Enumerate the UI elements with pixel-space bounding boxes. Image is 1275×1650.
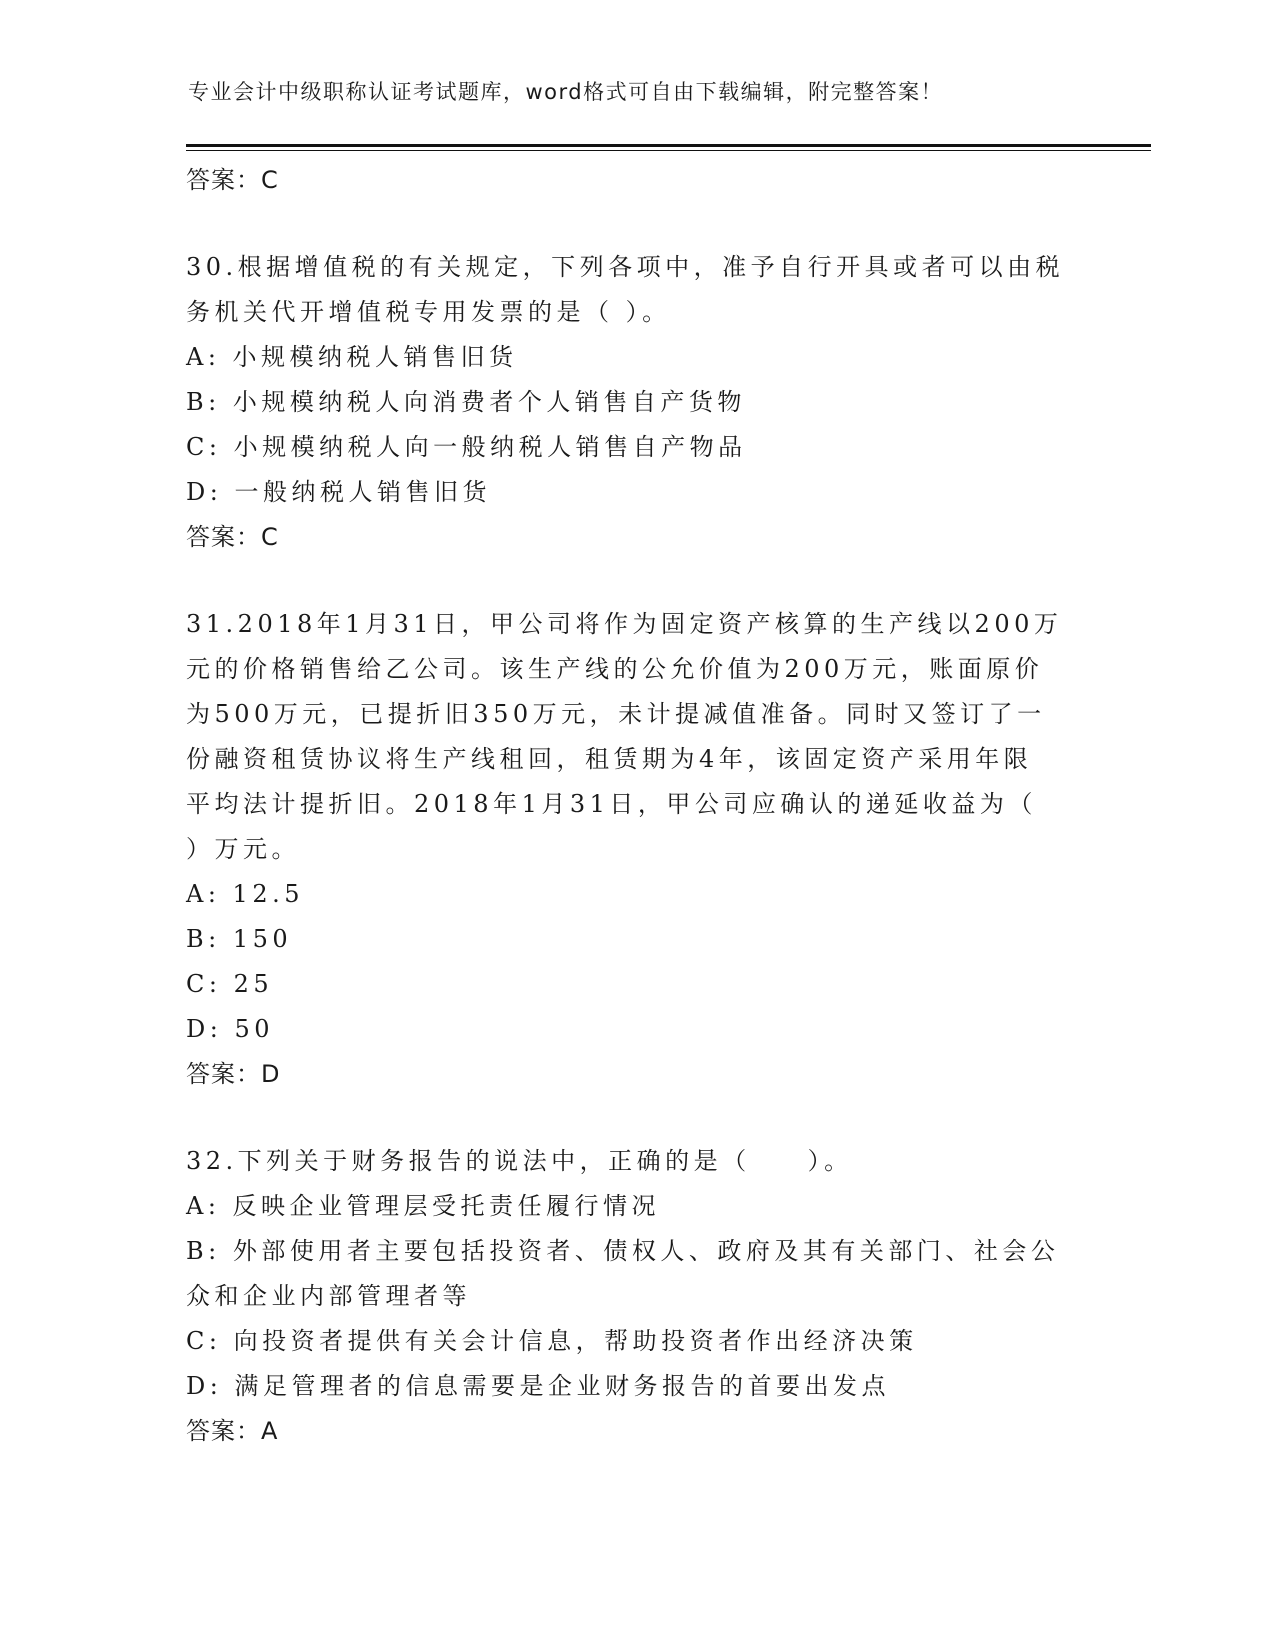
option-c: C: 向投资者提供有关会计信息，帮助投资者作出经济决策	[186, 1327, 918, 1355]
option-d: D: 一般纳税人销售旧货	[186, 478, 491, 506]
question-stem-line: ）万元。	[186, 835, 300, 863]
question-stem-line: 30.根据增值税的有关规定，下列各项中，准予自行开具或者可以由税	[186, 253, 1065, 281]
content-body	[186, 158, 1086, 1454]
option-d: D: 50	[186, 1015, 274, 1043]
answer: 答案：C	[186, 523, 279, 551]
option-d: D: 满足管理者的信息需要是企业财务报告的首要出发点	[186, 1372, 890, 1400]
answer-previous: 答案：C	[186, 166, 279, 194]
question-30	[186, 245, 1086, 560]
header-rule-thick	[186, 144, 1151, 147]
spacer	[186, 203, 1086, 245]
header-rule-thin	[186, 150, 1151, 151]
option-a: A: 反映企业管理层受托责任履行情况	[186, 1192, 661, 1220]
spacer	[186, 1097, 1086, 1139]
question-stem-line: 为500万元，已提折旧350万元，未计提减值准备。同时又签订了一	[186, 700, 1046, 728]
question-stem-line: 32.下列关于财务报告的说法中，正确的是（ ）。	[186, 1147, 853, 1175]
question-stem-line: 平均法计提折旧。2018年1月31日，甲公司应确认的递延收益为（	[186, 790, 1037, 818]
question-32	[186, 1139, 1086, 1454]
question-stem-line: 31.2018年1月31日，甲公司将作为固定资产核算的生产线以200万	[186, 610, 1063, 638]
page-header: 专业会计中级职称认证考试题库，word格式可自由下载编辑，附完整答案！	[188, 80, 944, 104]
option-c: C: 小规模纳税人向一般纳税人销售自产物品	[186, 433, 747, 461]
question-stem-line: 元的价格销售给乙公司。该生产线的公允价值为200万元，账面原价	[186, 655, 1044, 683]
answer: 答案：D	[186, 1060, 281, 1088]
option-b: B: 外部使用者主要包括投资者、债权人、政府及其有关部门、社会公	[186, 1237, 1060, 1265]
option-a: A: 小规模纳税人销售旧货	[186, 343, 518, 371]
option-b: B: 小规模纳税人向消费者个人销售自产货物	[186, 388, 746, 416]
spacer	[186, 560, 1086, 602]
question-stem-line: 务机关代开增值税专用发票的是（ ）。	[186, 298, 671, 326]
question-31	[186, 602, 1086, 1097]
option-c: C: 25	[186, 970, 274, 998]
option-b-continued: 众和企业内部管理者等	[186, 1282, 471, 1310]
answer: 答案：A	[186, 1417, 279, 1445]
option-b: B: 150	[186, 925, 293, 953]
question-stem-line: 份融资租赁协议将生产线租回，租赁期为4年，该固定资产采用年限	[186, 745, 1033, 773]
option-a: A: 12.5	[186, 880, 304, 908]
